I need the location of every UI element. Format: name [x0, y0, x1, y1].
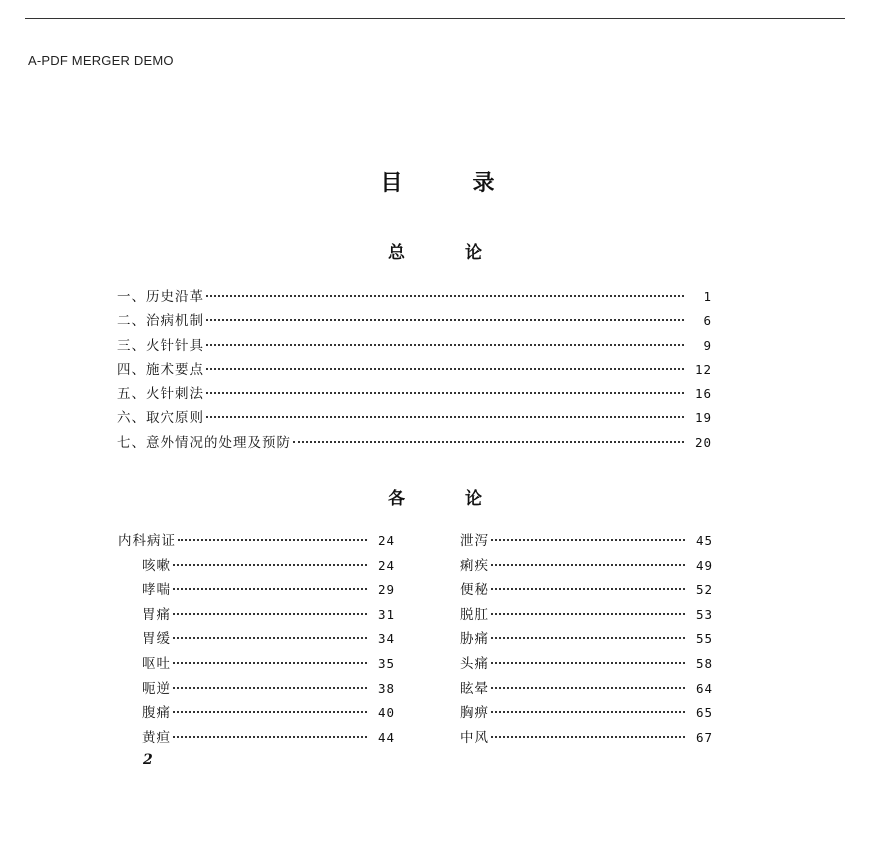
dot-leader [206, 319, 684, 321]
toc-entry [460, 652, 713, 677]
toc-entry-label: 六、取穴原则 [117, 410, 204, 427]
dot-leader [206, 344, 684, 346]
toc-entry-label: 四、施术要点 [117, 361, 204, 378]
toc-entry-page: 6 [703, 313, 712, 329]
toc-entry-label: 一、历史沿革 [117, 289, 204, 305]
toc-entry [117, 334, 712, 358]
dot-leader [293, 441, 684, 443]
toc-entry-label: 胃缓 [142, 631, 171, 648]
toc-entry [460, 701, 713, 726]
dot-leader [173, 736, 367, 738]
toc-entry-page: 40 [377, 705, 395, 721]
dot-leader [173, 637, 367, 639]
toc-entry [117, 309, 712, 333]
dot-leader [173, 564, 367, 566]
toc-entry [460, 529, 713, 554]
toc-entry-page: 24 [377, 557, 395, 573]
toc-entry-page: 20 [694, 434, 712, 450]
toc-entry-label: 中风 [460, 729, 489, 746]
toc-entry-page: 67 [695, 729, 713, 745]
toc-entry [118, 603, 395, 628]
toc-entry-page: 9 [703, 337, 712, 353]
dot-leader [491, 613, 685, 615]
toc-entry-page: 49 [695, 557, 713, 573]
toc-entry-label: 胃痛 [142, 606, 171, 623]
toc-entry-page: 45 [695, 533, 713, 548]
toc-entry-page: 12 [694, 361, 712, 377]
general-toc [117, 285, 712, 455]
top-rule [25, 18, 845, 19]
toc-entry [118, 578, 395, 603]
dot-leader [206, 392, 684, 394]
toc-entry-page: 24 [377, 533, 395, 548]
toc-entry-label: 眩晕 [460, 680, 489, 697]
toc-entry-label: 内科病证 [118, 533, 176, 549]
toc-entry-label: 胁痛 [460, 631, 489, 648]
dot-leader [491, 662, 685, 664]
toc-entry-page: 52 [695, 582, 713, 598]
toc-entry-label: 二、治病机制 [117, 313, 204, 330]
toc-entry [460, 554, 713, 579]
toc-entry [117, 431, 712, 455]
toc-entry-page: 29 [377, 582, 395, 598]
toc-entry-label: 五、火针刺法 [117, 386, 204, 403]
dot-leader [491, 736, 685, 738]
toc-entry [118, 677, 395, 702]
toc-entry-page: 38 [377, 680, 395, 696]
toc-entry-page: 64 [695, 680, 713, 696]
toc-entry-page: 19 [694, 410, 712, 426]
dot-leader [491, 637, 685, 639]
toc-entry-label: 腹痛 [142, 705, 171, 722]
page-number: 2 [143, 752, 153, 768]
toc-entry-page: 31 [377, 606, 395, 622]
toc-entry-page: 34 [377, 631, 395, 647]
toc-entry-page: 55 [695, 631, 713, 647]
page-title: 目录 [380, 171, 565, 196]
toc-entry-label: 呃逆 [142, 680, 171, 697]
toc-entry [118, 529, 395, 554]
dot-leader [173, 613, 367, 615]
toc-entry-label: 脱肛 [460, 606, 489, 623]
toc-entry-page: 44 [377, 729, 395, 745]
toc-entry [117, 406, 712, 430]
toc-entry-page: 65 [695, 705, 713, 721]
toc-entry [117, 358, 712, 382]
dot-leader [491, 687, 685, 689]
toc-left-column [118, 529, 395, 750]
toc-entry [118, 554, 395, 579]
dot-leader [206, 295, 684, 297]
dot-leader [173, 588, 367, 590]
toc-entry-page: 58 [695, 655, 713, 671]
toc-entry-label: 胸痹 [460, 705, 489, 722]
toc-entry-label: 泄泻 [460, 533, 489, 549]
toc-entry [117, 285, 712, 309]
toc-entry-label: 便秘 [460, 582, 489, 599]
toc-entry-label: 黄疸 [142, 729, 171, 746]
watermark: A-PDF MERGER DEMO [28, 53, 174, 68]
dot-leader [491, 539, 685, 541]
dot-leader [173, 711, 367, 713]
toc-entry [460, 726, 713, 751]
toc-entry [117, 382, 712, 406]
section-heading-general: 总论 [388, 243, 542, 263]
dot-leader [491, 564, 685, 566]
dot-leader [491, 588, 685, 590]
toc-entry-label: 呕吐 [142, 655, 171, 672]
toc-entry-label: 痢疾 [460, 557, 489, 574]
toc-right-column [460, 529, 713, 750]
toc-entry-page: 53 [695, 606, 713, 622]
dot-leader [173, 687, 367, 689]
dot-leader [491, 711, 685, 713]
toc-entry [460, 627, 713, 652]
dot-leader [173, 662, 367, 664]
section-heading-specific: 各论 [388, 489, 542, 509]
dot-leader [206, 416, 684, 418]
dot-leader [178, 539, 367, 541]
toc-entry [460, 578, 713, 603]
toc-entry [460, 603, 713, 628]
toc-entry-label: 哮喘 [142, 582, 171, 599]
toc-entry-page: 1 [703, 289, 712, 304]
toc-entry [118, 652, 395, 677]
toc-entry-label: 咳嗽 [142, 557, 171, 574]
toc-entry-page: 35 [377, 655, 395, 671]
toc-entry [460, 677, 713, 702]
toc-entry-label: 三、火针针具 [117, 337, 204, 354]
toc-entry-page: 16 [694, 386, 712, 402]
toc-entry-label: 头痛 [460, 655, 489, 672]
dot-leader [206, 368, 684, 370]
toc-entry [118, 701, 395, 726]
toc-entry [118, 726, 395, 751]
toc-entry [118, 627, 395, 652]
toc-entry-label: 七、意外情况的处理及预防 [117, 434, 291, 451]
